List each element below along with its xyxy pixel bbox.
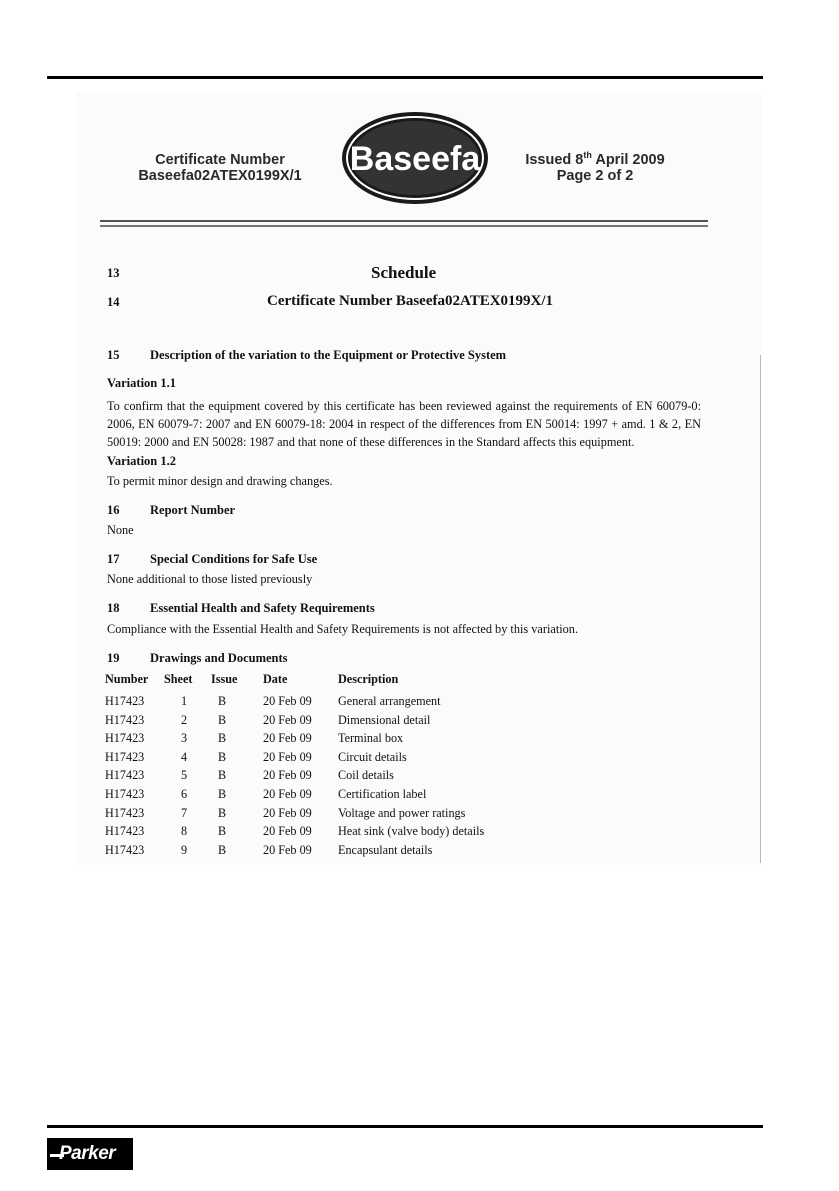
cell-date: 20 Feb 09	[263, 731, 312, 746]
cell-date: 20 Feb 09	[263, 768, 312, 783]
cell-issue: B	[218, 712, 227, 727]
cell-date: 20 Feb 09	[263, 694, 312, 708]
section-number-18: 18	[107, 601, 120, 615]
cell-issue: B	[218, 824, 227, 839]
section-19-title: Drawings and Documents	[150, 651, 288, 665]
cell-number: H17423	[105, 712, 145, 727]
cell-description: Coil details	[338, 768, 394, 783]
cell-issue: B	[218, 842, 227, 857]
cell-sheet: 7	[181, 805, 188, 820]
column-header-date: Date	[263, 672, 288, 686]
cell-sheet: 9	[181, 842, 188, 857]
cell-description: Heat sink (valve body) details	[338, 824, 485, 839]
table-row	[105, 843, 538, 862]
table-header-row	[105, 672, 538, 694]
table-row	[105, 713, 538, 732]
baseefa-logo	[340, 110, 490, 206]
column-header-description: Description	[338, 672, 399, 686]
section-17-title: Special Conditions for Safe Use	[150, 552, 318, 566]
top-rule	[47, 76, 763, 79]
cell-number: H17423	[105, 786, 145, 801]
parker-logo	[47, 1138, 133, 1170]
variation-1-2-title: Variation 1.2	[107, 454, 176, 468]
cell-sheet: 2	[181, 712, 188, 727]
table-row	[105, 787, 538, 806]
certificate-number-value: Baseefa02ATEX0199X/1	[138, 168, 302, 184]
cell-issue: B	[218, 786, 227, 801]
column-header-number: Number	[105, 672, 149, 686]
cell-sheet: 3	[181, 731, 188, 746]
baseefa-logo-text: Baseefa	[349, 140, 481, 178]
cell-date: 20 Feb 09	[263, 749, 312, 764]
section-number-14: 14	[107, 295, 120, 309]
section-17-text: None additional to those listed previously	[107, 572, 313, 586]
table-row	[105, 768, 538, 787]
column-header-sheet: Sheet	[164, 672, 193, 686]
variation-1-1-text: To confirm that the equipment covered by this certificate has been reviewed against the requirements of EN 60079-0: 2006, EN 60079-7: 2007 and EN 60079-18: 2004 in respect of the differences from EN 50014: 1997 + amd. 1 & 2, EN 50019: 2000 and EN 50028: 1987 and that none of these differences in the Standard affects this equipment.	[107, 399, 701, 449]
cell-description: Voltage and power ratings	[338, 805, 466, 820]
column-header-issue: Issue	[211, 672, 238, 686]
cell-issue: B	[218, 805, 227, 820]
variation-1-2-text: To permit minor design and drawing changes.	[107, 474, 333, 488]
variation-1-1-title: Variation 1.1	[107, 376, 176, 390]
cell-date: 20 Feb 09	[263, 842, 312, 857]
scan-edge-line	[760, 355, 761, 863]
cell-date: 20 Feb 09	[263, 786, 312, 801]
cell-description: Dimensional detail	[338, 712, 431, 727]
cell-number: H17423	[105, 731, 145, 746]
table-row	[105, 750, 538, 769]
cell-description: General arrangement	[338, 694, 441, 708]
cell-description: Terminal box	[338, 731, 404, 746]
section-15-title: Description of the variation to the Equipment or Protective System	[150, 348, 507, 362]
cell-number: H17423	[105, 768, 145, 783]
cell-number: H17423	[105, 749, 145, 764]
certificate-number-header	[130, 152, 310, 184]
section-16-text: None	[107, 523, 134, 537]
section-number-17: 17	[107, 552, 120, 566]
certificate-number-label: Certificate Number	[155, 152, 285, 168]
cell-description: Certification label	[338, 786, 427, 801]
cell-date: 20 Feb 09	[263, 824, 312, 839]
header-rule-lower	[100, 225, 708, 227]
cell-number: H17423	[105, 694, 145, 708]
cell-date: 20 Feb 09	[263, 805, 312, 820]
section-number-13: 13	[107, 266, 120, 280]
cell-description: Encapsulant details	[338, 842, 433, 857]
bottom-rule	[47, 1125, 763, 1128]
parker-logo-text: Parker	[59, 1143, 116, 1164]
table-row	[105, 694, 538, 713]
table-row	[105, 806, 538, 825]
page-indicator: Page 2 of 2	[556, 168, 634, 184]
section-number-19: 19	[107, 651, 120, 665]
drawings-table	[105, 672, 538, 861]
section-number-16: 16	[107, 503, 120, 517]
section-18-title: Essential Health and Safety Requirements	[150, 601, 375, 615]
issued-date: Issued 8th April 2009	[525, 150, 665, 168]
cell-number: H17423	[105, 842, 145, 857]
cell-date: 20 Feb 09	[263, 712, 312, 727]
cell-sheet: 4	[181, 749, 188, 764]
cell-issue: B	[218, 694, 227, 708]
table-row	[105, 731, 538, 750]
cell-sheet: 1	[181, 694, 188, 708]
cell-number: H17423	[105, 824, 145, 839]
section-number-15: 15	[107, 348, 120, 362]
cell-issue: B	[218, 768, 227, 783]
cell-description: Circuit details	[338, 749, 407, 764]
cell-number: H17423	[105, 805, 145, 820]
cell-issue: B	[218, 731, 227, 746]
section-18-text: Compliance with the Essential Health and Safety Requirements is not affected by this variation.	[107, 622, 579, 636]
cell-issue: B	[218, 749, 227, 764]
schedule-title: Schedule	[371, 263, 437, 282]
header-rule-upper	[100, 220, 708, 222]
section-16-title: Report Number	[150, 503, 236, 517]
schedule-certificate-number: Certificate Number Baseefa02ATEX0199X/1	[267, 293, 554, 309]
issue-header	[515, 152, 675, 184]
table-row	[105, 824, 538, 843]
cell-sheet: 5	[181, 768, 188, 783]
cell-sheet: 8	[181, 824, 188, 839]
cell-sheet: 6	[181, 786, 188, 801]
